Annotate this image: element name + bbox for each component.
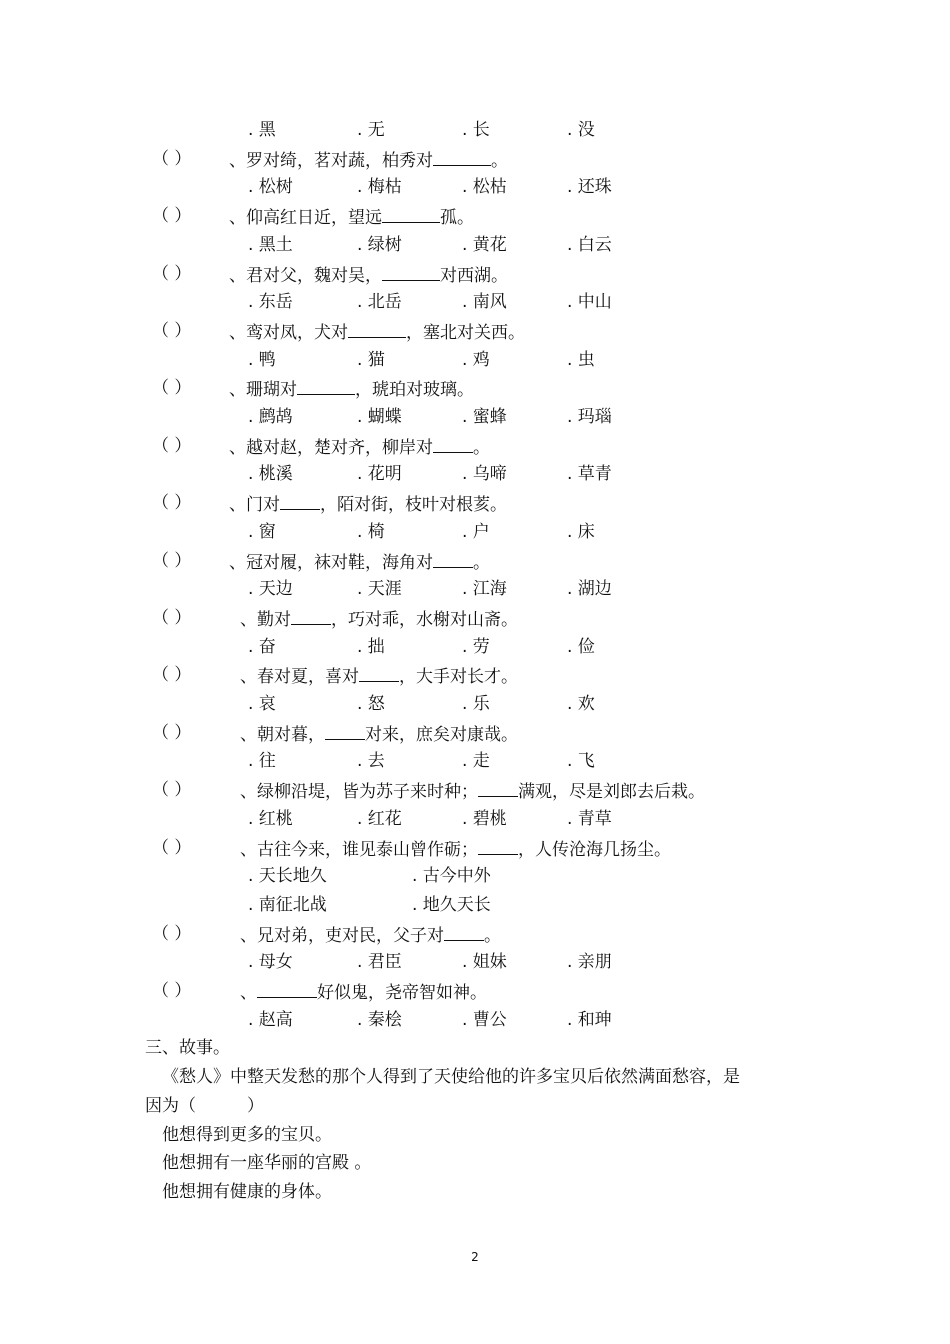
question-before: 、仰高红日近，望远 (229, 208, 382, 229)
answer-blank[interactable] (433, 145, 491, 166)
option-row (0, 460, 950, 488)
answer-parentheses[interactable]: （ ） (152, 320, 192, 341)
option-c[interactable]: . 黄花 (462, 234, 507, 255)
option-a[interactable]: . 赵高 (248, 1009, 293, 1030)
option-b[interactable]: . 猫 (357, 349, 385, 370)
option-a[interactable]: . 天边 (248, 579, 293, 600)
question-before: 、兄对弟，吏对民，父子对 (240, 925, 444, 946)
option-d[interactable]: . 亲朋 (567, 952, 612, 973)
answer-blank[interactable] (433, 432, 473, 453)
option-d[interactable]: . 没 (567, 120, 595, 140)
story-choice[interactable]: 他想拥有健康的身体。 (162, 1181, 332, 1202)
answer-parentheses[interactable]: （ ） (152, 435, 192, 456)
option-a[interactable]: . 窗 (248, 521, 276, 542)
option-row (0, 948, 950, 976)
option-row (0, 518, 950, 546)
option-a[interactable]: . 东岳 (248, 292, 293, 313)
option-d[interactable]: . 飞 (567, 751, 595, 772)
option-d[interactable]: . 欢 (567, 694, 595, 714)
option-a[interactable]: . 黑 (248, 120, 276, 140)
question-after: ，大手对长才。 (399, 667, 518, 688)
answer-blank[interactable] (257, 977, 317, 998)
option-a[interactable]: . 鹧鸪 (248, 407, 293, 427)
option-b[interactable]: . 绿树 (357, 234, 402, 255)
question-row (0, 977, 950, 1005)
question-after: 对来，庶矣对康哉。 (365, 724, 518, 745)
option-b[interactable]: . 梅枯 (357, 177, 402, 198)
question-row (0, 317, 950, 345)
option-a[interactable]: . 往 (248, 751, 276, 772)
option-d[interactable]: . 还珠 (567, 177, 612, 198)
option-b[interactable]: . 北岳 (357, 292, 402, 313)
answer-blank[interactable] (325, 719, 365, 740)
question-before: 、罗对绮，茗对蔬，柏秀对 (229, 150, 433, 171)
option-row (0, 173, 950, 201)
answer-parentheses[interactable]: （ ） (152, 837, 192, 858)
option-a[interactable]: . 奋 (248, 636, 276, 657)
question-text (229, 317, 525, 347)
question-text (240, 719, 518, 749)
question-text (240, 604, 518, 634)
option-c[interactable]: . 长 (462, 120, 490, 140)
option-b[interactable]: . 花明 (357, 464, 402, 485)
question-text (240, 920, 501, 950)
question-after: 好似鬼，尧帝智如神。 (317, 983, 487, 1003)
option-c[interactable]: . 南风 (462, 292, 507, 313)
answer-parentheses[interactable]: （ ） (152, 148, 192, 169)
option-a[interactable]: . 哀 (248, 694, 276, 714)
option-c[interactable]: . 碧桃 (462, 808, 507, 829)
option-d[interactable]: . 俭 (567, 636, 595, 657)
question-before: 、春对夏，喜对 (240, 667, 359, 688)
option-b[interactable]: . 椅 (357, 521, 385, 542)
option-c[interactable]: . 江海 (462, 579, 507, 600)
option-row (0, 862, 950, 890)
option-d[interactable]: . 虫 (567, 349, 595, 370)
option-d[interactable]: . 青草 (567, 808, 612, 829)
question-after: 。 (491, 150, 508, 171)
question-text (229, 202, 474, 232)
answer-parentheses[interactable]: （ ） (152, 722, 192, 743)
question-text (229, 547, 490, 577)
question-after: ，塞北对关西。 (406, 322, 525, 343)
question-before: 、冠对履，袜对鞋，海角对 (229, 552, 433, 573)
answer-parentheses[interactable]: （ ） (152, 981, 192, 1001)
option-a[interactable]: . 天长地久 (248, 866, 327, 887)
answer-parentheses[interactable]: （ ） (152, 780, 192, 801)
option-c[interactable]: . 蜜蜂 (462, 407, 507, 427)
option-row (0, 1006, 950, 1034)
option-b[interactable]: . 无 (357, 120, 385, 140)
story-choice[interactable]: 他想拥有一座华丽的宫殿 。 (162, 1153, 372, 1174)
answer-parentheses[interactable]: （ ） (152, 665, 192, 686)
option-b[interactable]: . 秦桧 (357, 1009, 402, 1030)
question-text (229, 432, 490, 462)
question-text (229, 260, 508, 290)
story-choice[interactable]: 他想得到更多的宝贝。 (162, 1124, 332, 1145)
option-c[interactable]: . 松枯 (462, 177, 507, 198)
question-before: 、鸾对凤，犬对 (229, 322, 348, 343)
option-a[interactable]: . 松树 (248, 177, 293, 198)
question-text (240, 834, 671, 864)
page-number: 2 (471, 1250, 479, 1264)
option-c[interactable]: . 走 (462, 751, 490, 772)
option-row (0, 346, 950, 374)
question-text (229, 374, 474, 404)
question-after: ，陌对街，枝叶对根荄。 (320, 495, 507, 516)
option-b[interactable]: . 天涯 (357, 579, 402, 600)
question-before: 、古往今来，谁见泰山曾作砺； (240, 839, 478, 860)
option-d[interactable]: . 草青 (567, 464, 612, 485)
question-before: 、朝对暮， (240, 724, 325, 745)
answer-blank[interactable] (297, 374, 355, 395)
answer-parentheses[interactable]: （ ） (152, 378, 192, 399)
story-question-cont: 因为（ ） (145, 1095, 264, 1116)
question-row (0, 920, 950, 948)
question-after: ，琥珀对玻璃。 (355, 380, 474, 401)
option-c[interactable]: . 姐妹 (462, 952, 507, 973)
option-b[interactable]: . 君臣 (357, 952, 402, 973)
option-c[interactable]: . 鸡 (462, 349, 490, 370)
option-row (0, 891, 950, 919)
question-row (0, 834, 950, 862)
answer-parentheses[interactable]: （ ） (152, 206, 192, 227)
answer-parentheses[interactable]: （ ） (152, 607, 192, 628)
question-after: 。 (473, 552, 490, 573)
option-a[interactable]: . 桃溪 (248, 464, 293, 485)
option-c[interactable]: . 劳 (462, 636, 490, 657)
question-row (0, 260, 950, 288)
option-b[interactable]: . 红花 (357, 808, 402, 829)
option-row (0, 690, 950, 718)
question-before: 、绿柳沿堤，皆为苏子来时种； (240, 782, 478, 803)
answer-blank[interactable] (478, 834, 518, 855)
answer-blank[interactable] (348, 317, 406, 338)
question-row (0, 719, 950, 747)
option-d[interactable]: . 中山 (567, 292, 612, 313)
question-row (0, 776, 950, 804)
option-a[interactable]: . 黑土 (248, 234, 293, 255)
question-after: 孤。 (440, 208, 474, 229)
answer-blank[interactable] (382, 202, 440, 223)
section-heading: 三、故事。 (145, 1038, 230, 1059)
question-before: 、门对 (229, 495, 280, 516)
option-d[interactable]: . 地久天长 (412, 894, 491, 915)
answer-parentheses[interactable]: （ ） (152, 263, 192, 284)
question-before: 、君对父，魏对吴， (229, 265, 382, 286)
option-d[interactable]: . 白云 (567, 234, 612, 255)
question-text (229, 489, 507, 519)
question-row (0, 374, 950, 402)
option-b[interactable]: . 古今中外 (412, 866, 491, 887)
answer-blank[interactable] (280, 489, 320, 510)
option-b[interactable]: . 蝴蝶 (357, 407, 402, 427)
option-d[interactable]: . 和珅 (567, 1009, 612, 1030)
option-c[interactable]: . 乐 (462, 694, 490, 714)
question-before: 、 (240, 983, 257, 1003)
answer-blank[interactable] (359, 661, 399, 682)
answer-blank[interactable] (382, 260, 440, 281)
question-before: 、珊瑚对 (229, 380, 297, 401)
option-b[interactable]: . 怒 (357, 694, 385, 714)
option-d[interactable]: . 床 (567, 521, 595, 542)
option-row (0, 288, 950, 316)
answer-blank[interactable] (478, 776, 518, 797)
question-text (240, 977, 487, 1007)
option-c[interactable]: . 南征北战 (248, 894, 327, 915)
question-text (240, 661, 518, 691)
question-row (0, 604, 950, 632)
question-row (0, 432, 950, 460)
answer-parentheses[interactable]: （ ） (152, 923, 192, 944)
answer-blank[interactable] (444, 920, 484, 941)
answer-parentheses[interactable]: （ ） (152, 550, 192, 571)
option-c[interactable]: . 户 (462, 521, 490, 542)
question-after: ，人传沧海几扬尘。 (518, 839, 671, 860)
option-d[interactable]: . 玛瑙 (567, 407, 612, 427)
option-a[interactable]: . 鸭 (248, 349, 276, 370)
story-question: 《愁人》中整天发愁的那个人得到了天使给他的许多宝贝后依然满面愁容，是 (162, 1067, 740, 1088)
question-row (0, 202, 950, 230)
option-a[interactable]: . 红桃 (248, 808, 293, 829)
question-row (0, 145, 950, 173)
question-before: 、勤对 (240, 609, 291, 630)
question-row (0, 661, 950, 689)
option-a[interactable]: . 母女 (248, 952, 293, 973)
option-row (0, 231, 950, 259)
question-after: 。 (484, 925, 501, 946)
question-after: 满观，尽是刘郎去后栽。 (518, 782, 705, 803)
answer-blank[interactable] (433, 547, 473, 568)
question-after: 对西湖。 (440, 265, 508, 286)
option-row (0, 575, 950, 603)
answer-parentheses[interactable]: （ ） (152, 493, 192, 514)
question-text (229, 145, 508, 175)
question-row (0, 489, 950, 517)
option-row (0, 633, 950, 661)
option-row (0, 805, 950, 833)
option-c[interactable]: . 乌啼 (462, 464, 507, 485)
answer-blank[interactable] (291, 604, 331, 625)
question-after: 。 (473, 437, 490, 458)
question-text (240, 776, 705, 806)
question-before: 、越对赵，楚对齐，柳岸对 (229, 437, 433, 458)
option-row (0, 116, 950, 144)
option-c[interactable]: . 曹公 (462, 1009, 507, 1030)
question-row (0, 547, 950, 575)
option-row (0, 403, 950, 431)
question-after: ，巧对乖，水榭对山斋。 (331, 609, 518, 630)
option-b[interactable]: . 去 (357, 751, 385, 772)
option-d[interactable]: . 湖边 (567, 579, 612, 600)
option-row (0, 747, 950, 775)
option-b[interactable]: . 拙 (357, 636, 385, 657)
